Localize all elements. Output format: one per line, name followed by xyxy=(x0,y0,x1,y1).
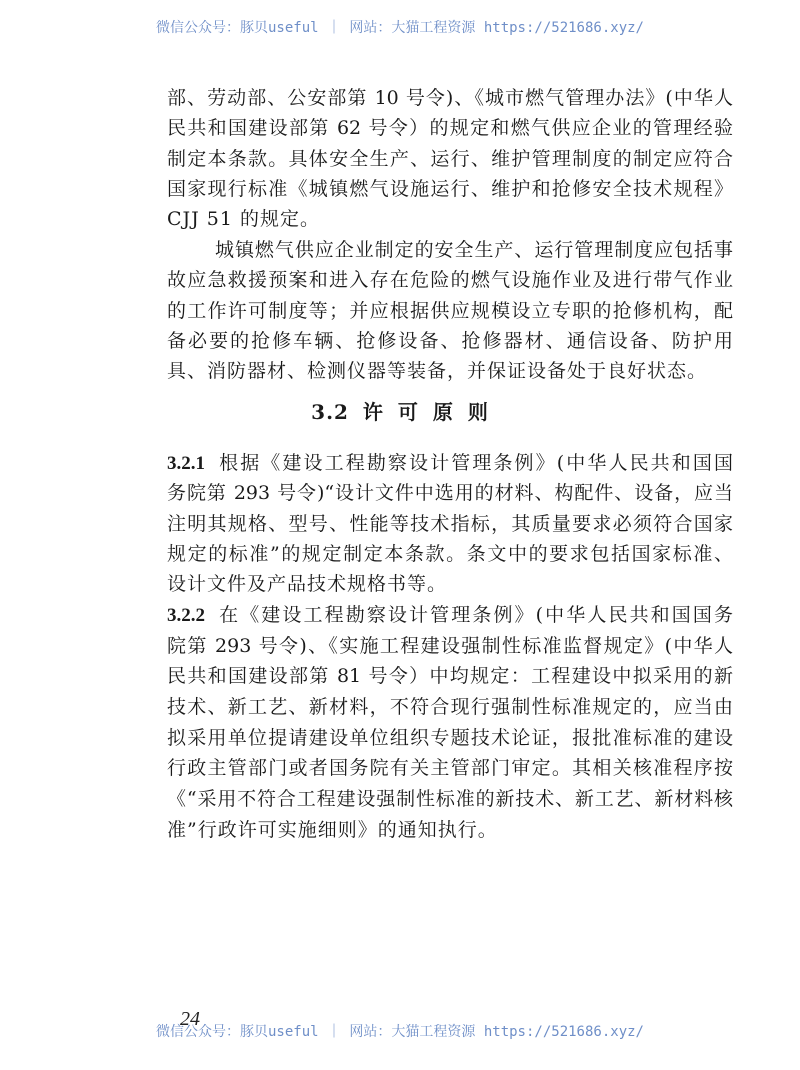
clause-first-line xyxy=(167,600,733,631)
text-line: 注明其规格、型号、性能等技术指标，其质量要求必须符合国家 xyxy=(167,512,733,535)
page-number: 24 xyxy=(180,1008,200,1030)
text-line: 国家现行标准《城镇燃气设施运行、维护和抢修安全技术规程》 xyxy=(167,177,733,200)
clause-3-2-2 xyxy=(167,600,733,846)
watermark-bottom: 微信公众号：豚贝useful ｜ 网站：大猫工程资源 https://521686.xyz/ xyxy=(155,1024,644,1040)
clause-number: 3.2.1 xyxy=(167,453,205,474)
paragraph-1 xyxy=(167,83,733,234)
text-line: 备必要的抢修车辆、抢修设备、抢修器材、通信设备、防护用 xyxy=(167,329,733,352)
text-line: 的工作许可制度等；并应根据供应规模设立专职的抢修机构，配 xyxy=(167,299,733,322)
text-line: CJJ 51 的规定。 xyxy=(167,208,321,231)
text-line: 技术、新工艺、新材料，不符合现行强制性标准规定的，应当由 xyxy=(167,696,733,719)
text-line: 故应急救援预案和进入存在危险的燃气设施作业及进行带气作业 xyxy=(167,269,733,292)
text-line: 城镇燃气供应企业制定的安全生产、运行管理制度应包括事 xyxy=(215,239,733,261)
text-line: 民共和国建设部第 81 号令）中均规定：工程建设中拟采用的新 xyxy=(167,665,733,688)
text-line: 拟采用单位提请建设单位组织专题技术论证，报批准标准的建设 xyxy=(167,726,733,749)
text-line: 院第 293 号令)、《实施工程建设强制性标准监督规定》(中华人 xyxy=(167,634,733,657)
text-line: 部、劳动部、公安部第 10 号令)、《城市燃气管理办法》(中华人 xyxy=(167,87,733,109)
clause-3-2-1 xyxy=(167,448,733,599)
text-line: 制定本条款。具体安全生产、运行、维护管理制度的制定应符合 xyxy=(167,147,733,170)
text-line: 规定的标准”的规定制定本条款。条文中的要求包括国家标准、 xyxy=(167,542,733,565)
text-line: 《“采用不符合工程建设强制性标准的新技术、新工艺、新材料核 xyxy=(167,788,733,811)
text-line: 根据《建设工程勘察设计管理条例》(中华人民共和国国 xyxy=(217,452,733,474)
clause-first-line xyxy=(167,448,733,478)
text-line: 务院第 293 号令)“设计文件中选用的材料、构配件、设备，应当 xyxy=(167,482,733,505)
clause-number: 3.2.2 xyxy=(167,605,205,626)
text-line: 准”行政许可实施细则》的通知执行。 xyxy=(167,818,498,841)
watermark-top: 微信公众号：豚贝useful ｜ 网站：大猫工程资源 https://521686.xyz/ xyxy=(155,20,644,36)
text-line: 民共和国建设部第 62 号令）的规定和燃气供应企业的管理经验 xyxy=(167,117,733,140)
section-heading: 3.2 许 可 原 则 xyxy=(311,400,489,424)
text-line: 设计文件及产品技术规格书等。 xyxy=(167,573,448,596)
text-line: 具、消防器材、检测仪器等装备，并保证设备处于良好状态。 xyxy=(167,360,708,383)
paragraph-2 xyxy=(167,235,733,386)
text-line: 在《建设工程勘察设计管理条例》(中华人民共和国国务 xyxy=(217,604,733,626)
text-line: 行政主管部门或者国务院有关主管部门审定。其相关核准程序按 xyxy=(167,757,733,780)
